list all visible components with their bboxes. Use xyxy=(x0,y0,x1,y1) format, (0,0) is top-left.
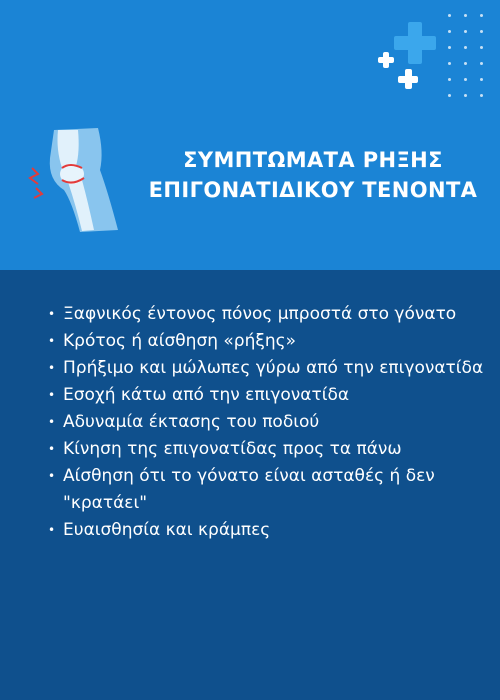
decor-dot xyxy=(448,94,451,97)
decor-dot xyxy=(464,94,467,97)
small-medical-cross-icon xyxy=(398,69,418,89)
decor-dot xyxy=(480,78,483,81)
title-line-1: ΣΥΜΠΤΩΜΑΤΑ ΡΗΞΗΣ xyxy=(183,148,443,172)
decor-dot xyxy=(464,62,467,65)
decor-dot xyxy=(480,62,483,65)
list-item: • Αίσθηση ότι το γόνατο είναι ασταθές ή δεν "κρατάει" xyxy=(48,463,488,517)
symptom-list xyxy=(48,301,488,544)
decor-dot xyxy=(448,14,451,17)
large-medical-cross-icon xyxy=(394,22,436,64)
list-item: • Πρήξιμο και μώλωπες γύρω από την επιγονατίδα xyxy=(48,355,488,382)
list-item: • Αδυναμία έκτασης του ποδιού xyxy=(48,409,488,436)
small-medical-cross-icon xyxy=(378,52,394,68)
knee-joint-pain-icon xyxy=(18,122,126,234)
list-item: • Κίνηση της επιγονατίδας προς τα πάνω xyxy=(48,436,488,463)
page-title xyxy=(140,145,486,205)
header-banner xyxy=(0,0,500,270)
decor-dot xyxy=(448,46,451,49)
title-line-2: ΕΠΙΓΟΝΑΤΙΔΙΚΟΥ ΤΕΝΟΝΤΑ xyxy=(148,178,478,202)
decor-dot xyxy=(448,62,451,65)
decor-dot xyxy=(464,46,467,49)
decor-dot xyxy=(464,14,467,17)
list-item: • Ξαφνικός έντονος πόνος μπροστά στο γόνατο xyxy=(48,301,488,328)
decor-dot xyxy=(480,46,483,49)
decor-dot xyxy=(480,30,483,33)
decor-dot xyxy=(464,78,467,81)
decor-dot xyxy=(464,30,467,33)
decor-dot xyxy=(448,78,451,81)
list-item: • Κρότος ή αίσθηση «ρήξης» xyxy=(48,328,488,355)
decor-dot xyxy=(448,30,451,33)
list-item: • Ευαισθησία και κράμπες xyxy=(48,517,488,544)
list-item: • Εσοχή κάτω από την επιγονατίδα xyxy=(48,382,488,409)
decor-dot xyxy=(480,14,483,17)
decor-dot xyxy=(480,94,483,97)
